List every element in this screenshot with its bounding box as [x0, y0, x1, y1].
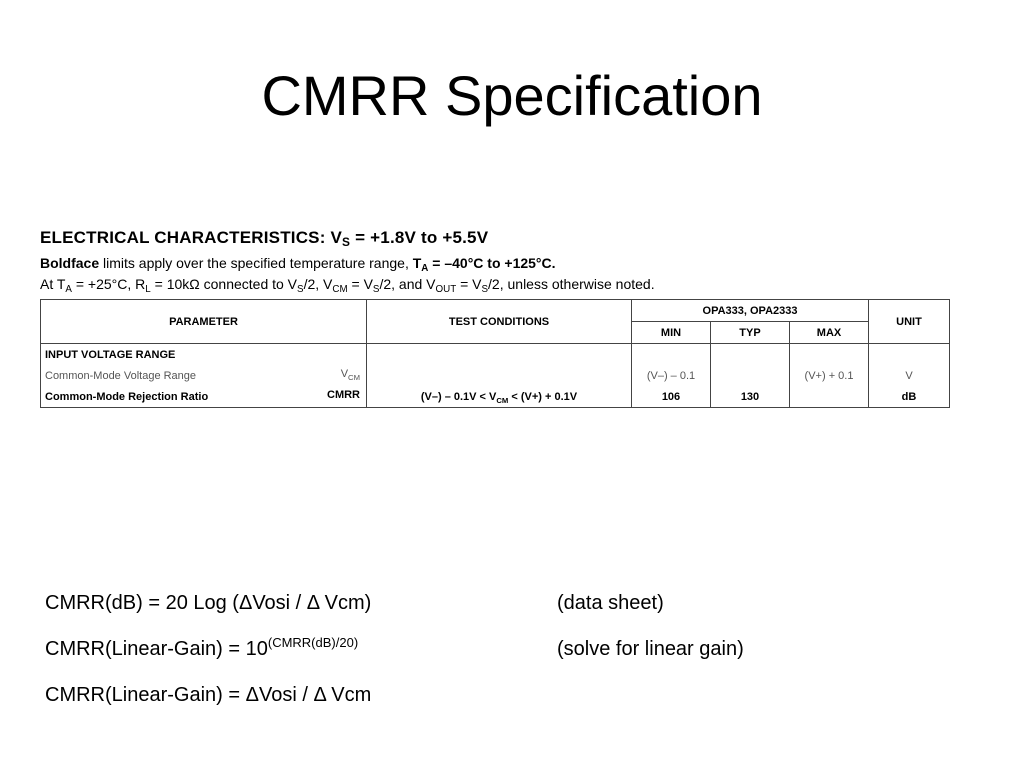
- heading-range: = +1.8V to +5.5V: [350, 228, 489, 247]
- datasheet-heading: [40, 228, 488, 248]
- equation-exponent: (CMRR(dB)/20): [267, 635, 359, 650]
- col-test-conditions: TEST CONDITIONS: [367, 300, 632, 344]
- min-cell: (V–) – 0.1: [632, 365, 711, 386]
- parameter-cell: [41, 365, 367, 386]
- table-row: [41, 386, 950, 408]
- boldface-label: Boldface: [40, 255, 100, 271]
- unit-cell: V: [869, 365, 950, 386]
- parameter-symbol: CMRR: [327, 389, 360, 401]
- parameter-name: Common-Mode Rejection Ratio: [45, 390, 209, 403]
- col-group-part: OPA333, OPA2333: [632, 300, 869, 322]
- typ-cell: 130: [711, 386, 790, 408]
- table-row-section: [41, 344, 950, 366]
- equation-base: CMRR(Linear-Gain) = 10: [45, 638, 268, 660]
- datasheet-note-temperature: [40, 255, 556, 274]
- parameter-name: Common-Mode Voltage Range: [45, 369, 197, 382]
- parameter-cell: [41, 386, 367, 408]
- electrical-characteristics-table: [40, 299, 950, 408]
- parameter-symbol: $V_{CM}$: [340, 368, 360, 382]
- test-cell: [367, 365, 632, 386]
- slide-title: CMRR Specification: [261, 64, 763, 127]
- section-label: INPUT VOLTAGE RANGE: [41, 344, 367, 366]
- equation-linear-ratio: CMRR(Linear-Gain) = ΔVosi / Δ Vcm: [45, 684, 372, 706]
- note1-text: limits apply over the specified temperature range,: [99, 255, 413, 271]
- heading-sub: S: [342, 235, 351, 249]
- heading-text: ELECTRICAL CHARACTERISTICS: V: [40, 228, 343, 247]
- equation-note-datasheet: (data sheet): [557, 592, 664, 614]
- typ-cell: [711, 365, 790, 386]
- equation-cmrr-db: CMRR(dB) = 20 Log (ΔVosi / Δ Vcm): [45, 592, 372, 614]
- col-max: MAX: [790, 322, 869, 344]
- datasheet-note-conditions: At $T_A = +25^\circ C$, $R_L = 10k\Omega$ connected to $V_S/2$, $V_{CM} = V_S/2$, and $V_{OUT} = V_S/2$, unless otherwise noted.: [40, 276, 655, 295]
- max-cell: [790, 386, 869, 408]
- min-cell: 106: [632, 386, 711, 408]
- table-row: [41, 365, 950, 386]
- equation-note-solve: (solve for linear gain): [557, 638, 744, 660]
- note1-ta: $T_A = -40^\circ C$ to +125°C.: [412, 255, 556, 274]
- col-parameter: PARAMETER: [41, 300, 367, 344]
- test-cell: $(V-) - 0.1V < V_{CM} < (V+) + 0.1V$: [367, 386, 632, 408]
- col-min: MIN: [632, 322, 711, 344]
- col-unit: UNIT: [869, 300, 950, 344]
- col-typ: TYP: [711, 322, 790, 344]
- unit-cell: dB: [869, 386, 950, 408]
- max-cell: (V+) + 0.1: [790, 365, 869, 386]
- equation-linear-gain: [45, 637, 358, 661]
